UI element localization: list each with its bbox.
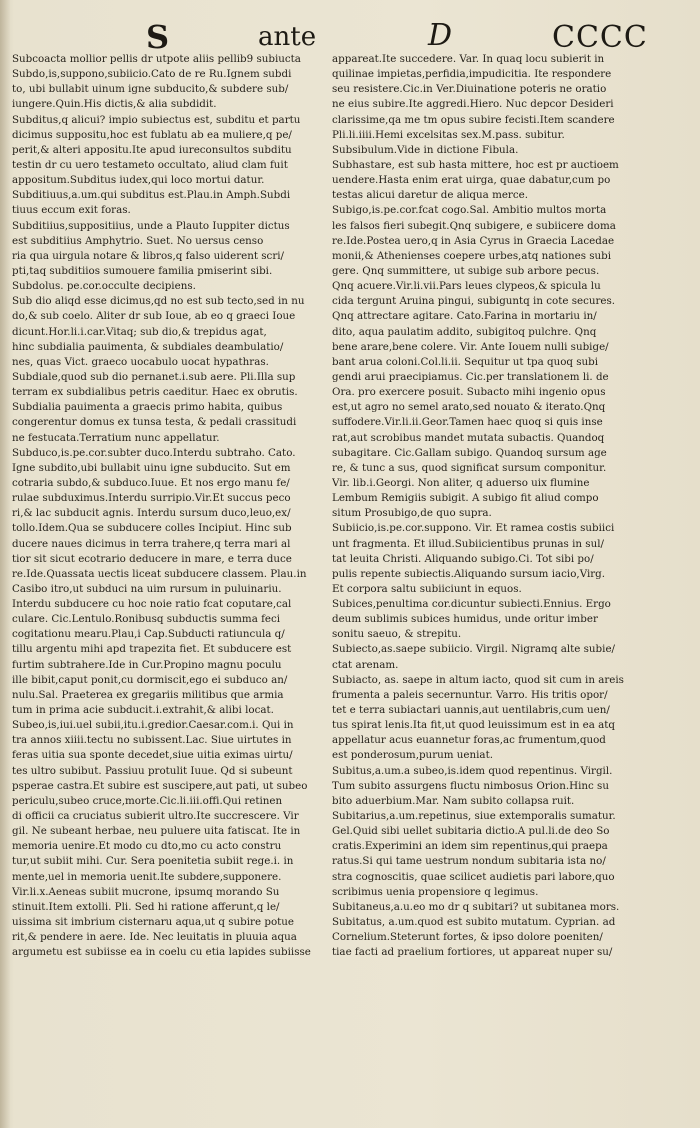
text-line: Vir. lib.i.Georgi. Non aliter, q aduerso uix flumine (332, 476, 590, 489)
text-line: tet e terra subiactari uannis,aut uentilabris,cum uen/ (332, 704, 610, 717)
text-line: Subcoacta mollior pellis dr utpote aliis pellib9 subiucta (12, 53, 301, 65)
text-line: est,ut agro no semel arato,sed nouato & iterato.Qnq (332, 401, 606, 414)
text-line: Cornelium.Steterunt fortes, & ipso dolore poeniten/ (332, 931, 603, 944)
text-line: Subitatus, a.um.quod est subito mutatum. Cyprian. ad (332, 916, 616, 929)
left-text-column (12, 52, 326, 1102)
text-line: Subiecto,as.saepe subiicio. Virgil. Nigramq alte subie/ (332, 643, 616, 656)
text-line: bene arare,bene colere. Vir. Ante Iouem nulli subige/ (332, 340, 609, 353)
text-line: bito aduerbium.Mar. Nam subito collapsa ruit. (332, 794, 575, 807)
text-line: est subditiius Amphytrio. Suet. No uersus censo (12, 234, 264, 247)
text-line: feras uitia sua sponte decedet,siue uitia eximas uirtu/ (12, 749, 293, 762)
header-section-letter: S (146, 18, 170, 56)
text-line: Casibo itro,ut subduci na uim rursum in puluinariu. (12, 582, 282, 595)
text-line: appellatur acus euannetur foras,ac frumentum,quod (332, 734, 606, 747)
text-line: ctat arenam. (332, 658, 399, 671)
header-second-letter: D (428, 18, 453, 53)
text-line: Sub dio aliqd esse dicimus,qd no est sub tecto,sed in nu (12, 295, 305, 308)
text-line: terram ex subdialibus petris caeditur. Haec ex obrutis. (12, 386, 298, 399)
text-line: testas alicui daretur de aliqua merce. (332, 189, 528, 202)
text-line: tes ultro subibut. Passiuu protulit Iuue. Qd si subeunt (12, 764, 293, 777)
text-line: stinuit.Item extolli. Pli. Sed hi ratione afferunt,q le/ (12, 900, 280, 913)
text-line: Subditiius,suppositiius, unde a Plauto Iuppiter dictus (12, 219, 290, 232)
text-line: periculu,subeo cruce,morte.Cic.li.iii.offi.Qui retinen (12, 794, 283, 807)
text-line: Subices,penultima cor.dicuntur subiecti.Ennius. Ergo (332, 598, 611, 611)
text-line: tollo.Idem.Qua se subducere colles Incipiut. Hinc sub (12, 522, 292, 535)
text-line: Subiicio,is.pe.cor.suppono. Vir. Et ramea costis subiici (332, 522, 615, 535)
text-line: Subditiuus,a.um.qui subditus est.Plau.in Amph.Subdi (12, 189, 291, 202)
text-line: Subdialia pauimenta a graecis primo habita, quibus (12, 401, 283, 414)
text-line: rit,& pendere in aere. Ide. Nec leuitatis in pluuia aqua (12, 931, 297, 944)
text-line: unt fragmenta. Et illud.Subiicientibus prunas in sul/ (332, 537, 604, 550)
text-line: pulis repente subiectis.Aliquando sursum iacio,Virg. (332, 567, 606, 580)
text-line: di officii ca cruciatus subierit ultro.Ite succrescere. Vir (12, 810, 299, 823)
text-line: gendi arui praecipiamus. Cic.per translationem li. de (332, 370, 609, 383)
text-line: suffodere.Vir.li.ii.Geor.Tamen haec quoq si quis inse (332, 416, 603, 429)
text-line: Subitus,a.um.a subeo,is.idem quod repentinus. Virgil. (332, 764, 613, 777)
text-line: tus spirat lenis.Ita fit,ut quod leuissimum est in ea atq (332, 719, 616, 732)
text-line: subagitare. Cic.Gallam subigo. Quandoq sursum age (332, 446, 607, 459)
text-line: ne festucata.Terratium nunc appellatur. (12, 431, 220, 444)
text-line: bant arua coloni.Col.li.ii. Sequitur ut tpa quoq subi (332, 355, 599, 368)
text-line: tat leuita Christi. Aliquando subigo.Ci. Tot sibi po/ (332, 552, 594, 565)
text-line: Qnq attrectare agitare. Cato.Farina in mortariu in/ (332, 310, 597, 323)
text-line: ducere naues dicimus in terra trahere,q terra mari al (12, 537, 291, 550)
text-line: Qnq acuere.Vir.li.vii.Pars leues clypeos,& spicula lu (332, 280, 601, 293)
text-line: pti,taq subditiios sumouere familia pmiserint sibi. (12, 264, 273, 277)
text-line: culare. Cic.Lentulo.Ronibusq subductis summa feci (12, 613, 281, 626)
text-line: nulu.Sal. Praeterea ex gregariis militibus que armia (12, 688, 284, 701)
text-line: Subditus,q alicui? impio subiectus est, subditu et partu (12, 113, 301, 126)
text-line: Subiacto, as. saepe in altum iacto, quod sit cum in areis (332, 673, 624, 686)
text-line: quilinae impietas,perfidia,impudicitia. Ite respondere (332, 68, 612, 81)
text-line: dicimus suppositu,hoc est fublatu ab ea muliere,q pe/ (12, 128, 292, 141)
text-line: cida tergunt Aruina pingui, subiguntq in cote secures. (332, 295, 616, 308)
text-line: Subdo,is,suppono,subiicio.Cato de re Ru.Ignem subdi (12, 68, 292, 81)
text-line: re, & tunc a sus, quod significat sursum componitur. (332, 461, 607, 474)
text-line: gil. Ne subeant herbae, neu puluere uita fatiscat. Ite in (12, 825, 301, 838)
text-line: Et corpora saltu subiiciunt in equos. (332, 582, 522, 595)
text-line: sonitu saeuo, & strepitu. (332, 628, 462, 641)
text-line: uissima sit imbrium cisternaru aqua,ut q subire potue (12, 916, 295, 929)
text-line: tur,ut subiit mihi. Cur. Sera poenitetia subiit rege.i. in (12, 855, 294, 868)
text-line: psperae castra.Et subire est suscipere,aut pati, ut subeo (12, 779, 308, 792)
text-line: tillu argentu mihi apd trapezita fiet. Et subducere est (12, 643, 292, 656)
text-line: nes, quas Vict. graeco uocabulo uocat hypathras. (12, 355, 269, 368)
text-line: cogitationu mearu.Plau,i Cap.Subducti ratiuncula q/ (12, 628, 285, 641)
right-text-column (332, 52, 688, 1102)
text-line: Interdu subducere cu hoc noie ratio fcat coputare,cal (12, 598, 292, 611)
text-line: tior sit sicut ecotrario deducere in mare, e terra duce (12, 552, 292, 565)
text-line: mente,uel in memoria uenit.Ite subdere,supponere. (12, 870, 282, 883)
text-line: ille bibit,caput ponit,cu dormiscit,ego ei subduco an/ (12, 673, 288, 686)
text-line: testin dr cu uero testameto occultato, aliud clam fuit (12, 158, 288, 171)
text-line: Subduco,is.pe.cor.subter duco.Interdu subtraho. Cato. (12, 446, 296, 459)
text-line: do,& sub coelo. Aliter dr sub Ioue, ab eo q graeci Ioue (12, 310, 296, 323)
text-line: Subhastare, est sub hasta mittere, hoc est pr auctioem (332, 158, 619, 171)
text-line: Lembum Remigiis subigit. A subigo fit aliud compo (332, 492, 599, 505)
text-line: iungere.Quin.His dictis,& alia subdidit. (12, 98, 217, 111)
text-line: Subdiale,quod sub dio pernanet.i.sub aere. Pli.Illa sup (12, 370, 296, 383)
text-line: tum in prima acie subducit.i.extrahit,& alibi locat. (12, 704, 274, 717)
text-line: est ponderosum,purum ueniat. (332, 749, 493, 762)
text-line: congerentur domus ex tunsa testa, & pedali crassitudi (12, 416, 297, 429)
text-line: appareat.Ite succedere. Var. In quaq locu subierit in (332, 53, 605, 65)
text-line: ria qua uirgula notare & libros,q falso uiderent scri/ (12, 249, 284, 262)
text-line: Subitarius,a.um.repetinus, siue extemporalis sumatur. (332, 810, 616, 823)
header-running-title: ante (258, 22, 317, 52)
text-line: uendere.Hasta enim erat uirga, quae dabatur,cum po (332, 174, 611, 187)
text-line: furtim subtrahere.Ide in Cur.Propino magnu poculu (12, 658, 282, 671)
text-line: Pli.li.iiii.Hemi excelsitas sex.M.pass. subitur. (332, 128, 565, 141)
text-line: gere. Qnq summittere, ut subige sub arbore pecus. (332, 264, 600, 277)
text-line: rulae subduximus.Interdu surripio.Vir.Et succus peco (12, 492, 291, 505)
text-line: Subigo,is.pe.cor.fcat cogo.Sal. Ambitio multos morta (332, 204, 607, 217)
text-line: Vir.li.x.Aeneas subiit mucrone, ipsumq morando Su (12, 885, 280, 898)
text-line: Igne subdito,ubi bullabit uinu igne subducito. Sut em (12, 461, 291, 474)
text-line: to, ubi bullabit uinum igne subducito,& subdere sub/ (12, 83, 289, 96)
running-header (0, 14, 700, 54)
text-line: dito, aqua paulatim addito, subigitoq pulchre. Qnq (332, 325, 597, 338)
text-line: monii,& Athenienses coepere urbes,atq nationes subi (332, 249, 612, 262)
text-line: deum sublimis subices humidus, unde oritur imber (332, 613, 598, 626)
text-line: re.Ide.Postea uero,q in Asia Cyrus in Graecia Lacedae (332, 234, 615, 247)
text-line: tra annos xiiii.tectu no subissent.Lac. Siue uirtutes in (12, 734, 292, 747)
text-line: Subsibulum.Vide in dictione Fibula. (332, 143, 519, 156)
text-line: cotraria subdo,& subduco.Iuue. Et nos ergo manu fe/ (12, 476, 290, 489)
folio-number: CCCC (552, 20, 648, 55)
text-line: memoria uenire.Et modo cu dto,mo cu acto constru (12, 840, 282, 853)
text-line: cratis.Experimini an idem sim repentinus,qui praepa (332, 840, 608, 853)
text-line: ratus.Si qui tame uestrum nondum subitaria ista no/ (332, 855, 606, 868)
text-line: stra cognoscitis, quae scilicet audietis pari labore,quo (332, 870, 615, 883)
text-line: Gel.Quid sibi uellet subitaria dictio.A pul.li.de deo So (332, 825, 610, 838)
text-line: Subdolus. pe.cor.occulte decipiens. (12, 280, 196, 293)
text-line: frumenta a paleis secernuntur. Varro. His tritis opor/ (332, 688, 608, 701)
text-line: Subitaneus,a.u.eo mo dr q subitari? ut subitanea mors. (332, 900, 620, 913)
text-line: dicunt.Hor.li.i.car.Vitaq; sub dio,& trepidus agat, (12, 325, 267, 338)
text-line: perit,& alteri appositu.Ite apud iureconsultos subditu (12, 143, 292, 156)
text-line: ri,& lac subducit agnis. Interdu sursum duco,leuo,ex/ (12, 507, 291, 520)
text-line: re.Ide.Quassata uectis liceat subducere classem. Plau.in (12, 567, 307, 580)
text-line: Ora. pro exercere posuit. Subacto mihi ingenio opus (332, 386, 606, 399)
text-line: Tum subito assurgens fluctu nimbosus Orion.Hinc su (332, 779, 609, 792)
text-line: appositum.Subditus iudex,qui loco mortui datur. (12, 174, 265, 187)
text-line: scribimus uenia propensiore q legimus. (332, 885, 539, 898)
page-gutter-shadow (0, 0, 10, 1128)
text-line: les falsos fieri subegit.Qnq subigere, e subiicere doma (332, 219, 616, 232)
text-line: situm Prosubigo,de quo supra. (332, 507, 492, 520)
text-line: hinc subdialia pauimenta, & subdiales deambulatio/ (12, 340, 284, 353)
text-line: seu resistere.Cic.in Ver.Diuinatione poteris ne oratio (332, 83, 607, 96)
text-line: argumetu est subiisse ea in coelu cu etia lapides subiisse (12, 946, 311, 959)
text-line: tiuus eccum exit foras. (12, 204, 131, 217)
text-line: clarissime,qa me tm opus subire fecisti.Item scandere (332, 113, 615, 126)
text-line: tiae facti ad praelium fortiores, ut appareat nuper su/ (332, 946, 613, 959)
text-line: rat,aut scrobibus mandet mutata subactis. Quandoq (332, 431, 605, 444)
text-line: Subeo,is,iui.uel subii,itu.i.gredior.Caesar.com.i. Qui in (12, 719, 294, 732)
text-line: ne eius subire.Ite aggredi.Hiero. Nuc depcor Desideri (332, 98, 614, 111)
